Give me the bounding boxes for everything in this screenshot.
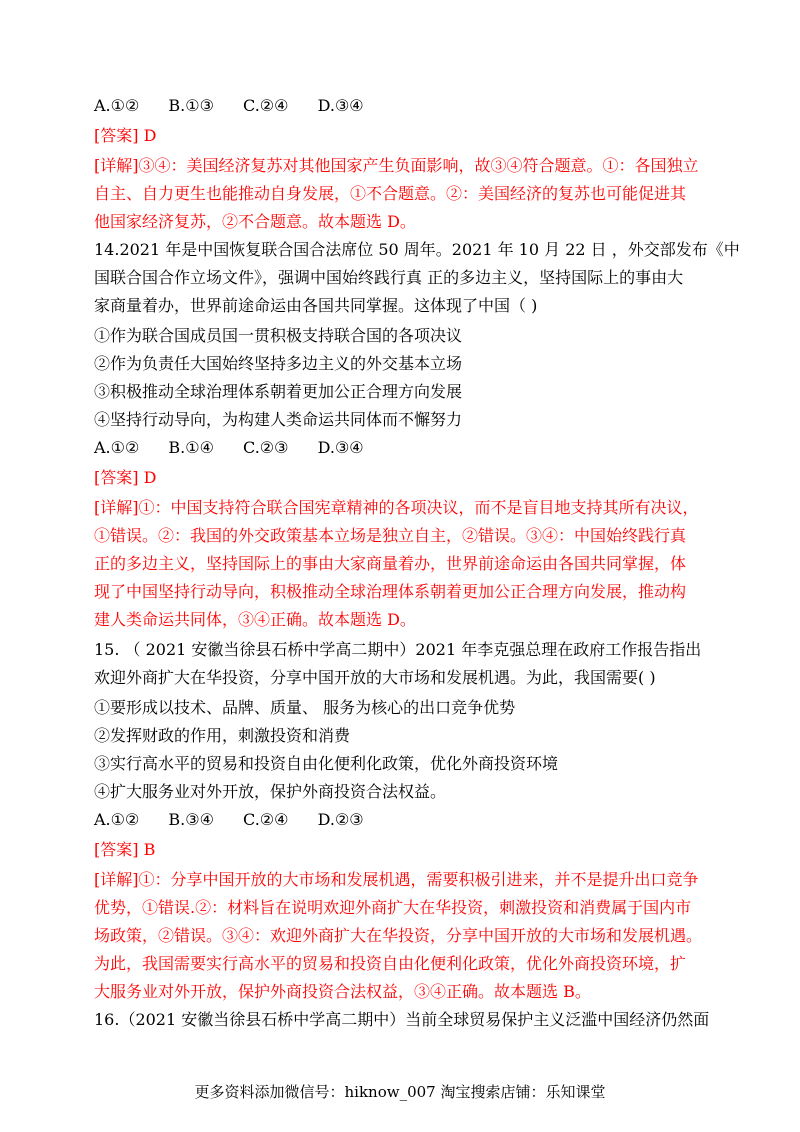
q15-explanation-line: 为此，我国需要实行高水平的贸易和投资自由化便利化政策，优化外商投资环境，扩 — [94, 954, 687, 973]
q14-option-b: B.①④ — [168, 438, 214, 457]
q14-stem-line: 国联合国合作立场文件》，强调中国始终践行真 正的多边主义，坚持国际上的事由大 — [94, 268, 684, 287]
q15-item: ②发挥财政的作用，刺激投资和消费 — [94, 726, 351, 745]
q14-option-c: C.②③ — [243, 438, 289, 457]
q13-answer: [答案] D — [94, 126, 157, 145]
q13-explanation-line: 自主、自力更生也能推动自身发展，①不合题意。②：美国经济的复苏也可能促进其 — [94, 184, 687, 203]
q15-explanation-line: [详解]①：分享中国开放的大市场和发展机遇，需要积极引进来，并不是提升出口竞争 — [94, 870, 699, 889]
q15-option-d: D.②③ — [317, 810, 364, 829]
q13-option-b: B.①③ — [168, 96, 214, 115]
q16-stem-line: 16.（2021 安徽当徐县石桥中学高二期中）当前全球贸易保护主义泛滥中国经济仍然面 — [94, 1010, 710, 1029]
q14-options — [94, 438, 734, 458]
q15-explanation-line: 场政策，②错误。③④：欢迎外商扩大在华投资，分享中国开放的大市场和发展机遇。 — [94, 926, 703, 945]
q14-explanation-line: 现了中国坚持行动导向，积极推动全球治理体系朝着更加公正合理方向发展，推动构 — [94, 582, 687, 601]
q13-explanation-line: 他国家经济复苏，②不合题意。故本题选 D。 — [94, 212, 416, 231]
q15-stem-line: 欢迎外商扩大在华投资，分享中国开放的大市场和发展机遇。为此，我国需要( ) — [94, 668, 656, 687]
q15-stem-line: 15. （ 2021 安徽当徐县石桥中学高二期中）2021 年李克强总理在政府工作报告指出 — [94, 640, 702, 659]
q14-stem-line: 14.2021 年是中国恢复联合国合法席位 50 周年。2021 年 10 月 22 日 ，外交部发布《中 — [94, 240, 740, 259]
q14-explanation-line: 正的多边主义，坚持国际上的事由大家商量着办，世界前途命运由各国共同掌握，体 — [94, 554, 687, 573]
q15-option-a: A.①② — [94, 810, 140, 829]
q15-answer: [答案] B — [94, 840, 156, 859]
q15-option-b: B.③④ — [168, 810, 214, 829]
q15-explanation-line: 大服务业对外开放，保护外商投资合法权益，③④正确。故本题选 B。 — [94, 982, 591, 1001]
q15-item: ③实行高水平的贸易和投资自由化便利化政策，优化外商投资环境 — [94, 754, 559, 773]
q15-explanation-line: 优势，①错误.②：材料旨在说明欢迎外商扩大在华投资，刺激投资和消费属于国内市 — [94, 898, 692, 917]
page-footer: 更多资料添加微信号：hiknow_007 淘宝搜索店铺：乐知课堂 — [194, 1083, 606, 1101]
q14-explanation-line: 建人类命运共同体，③④正确。故本题选 D。 — [94, 610, 416, 629]
q14-item: ④坚持行动导向，为构建人类命运共同体而不懈努力 — [94, 410, 463, 429]
q13-option-c: C.②④ — [243, 96, 289, 115]
q15-item: ④扩大服务业对外开放，保护外商投资合法权益。 — [94, 782, 447, 801]
q14-stem-line: 家商量着办，世界前途命运由各国共同掌握。这体现了中国（ ) — [94, 296, 538, 315]
q13-explanation-line: [详解]③④：美国经济复苏对其他国家产生负面影响，故③④符合题意。①：各国独立 — [94, 156, 699, 175]
q14-item: ①作为联合国成员国一贯积极支持联合国的各项决议 — [94, 326, 463, 345]
q13-options — [94, 96, 734, 116]
q15-options — [94, 810, 734, 830]
q14-answer: [答案] D — [94, 468, 157, 487]
q13-option-d: D.③④ — [317, 96, 364, 115]
q14-item: ②作为负责任大国始终坚持多边主义的外交基本立场 — [94, 354, 463, 373]
q14-explanation-line: ①错误。②：我国的外交政策基本立场是独立自主，②错误。③④：中国始终践行真 — [94, 526, 687, 545]
q13-option-a: A.①② — [94, 96, 140, 115]
q14-explanation-line: [详解]①：中国支持符合联合国宪章精神的各项决议，而不是盲目地支持其所有决议， — [94, 498, 699, 517]
q14-option-d: D.③④ — [317, 438, 364, 457]
q15-item: ①要形成以技术、品牌、质量、 服务为核心的出口竞争优势 — [94, 698, 516, 717]
q14-item: ③积极推动全球治理体系朝着更加公正合理方向发展 — [94, 382, 463, 401]
q15-option-c: C.②④ — [243, 810, 289, 829]
q14-option-a: A.①② — [94, 438, 140, 457]
